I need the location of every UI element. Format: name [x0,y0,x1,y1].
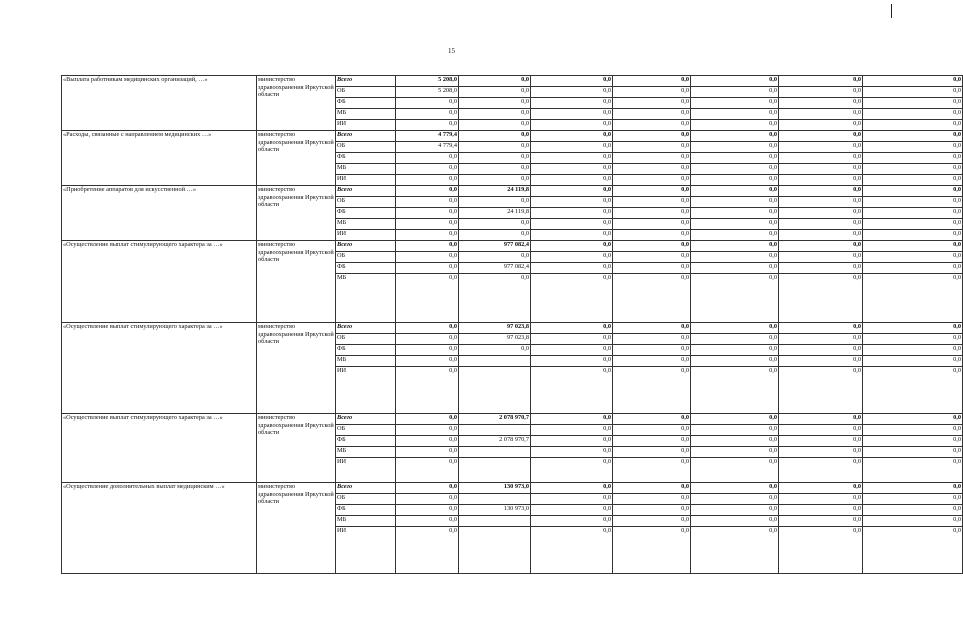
amount-cell: 0,0 [459,153,531,164]
funding-source: ИИ [336,230,396,241]
amount-cell: 0,0 [396,252,459,263]
amount-cell: 0,0 [613,120,691,131]
amount-cell: 0,0 [531,186,613,197]
amount-cell [459,447,531,458]
funding-source: ОБ [336,87,396,98]
amount-cell: 0,0 [779,76,863,87]
amount-cell: 0,0 [779,252,863,263]
funding-source: ИИ [336,527,396,574]
amount-cell: 0,0 [863,447,963,458]
amount-cell: 0,0 [863,458,963,483]
funding-source: ФБ [336,98,396,109]
amount-cell: 0,0 [863,230,963,241]
amount-cell: 0,0 [459,345,531,356]
amount-cell: 0,0 [863,425,963,436]
amount-cell: 0,0 [779,164,863,175]
amount-cell: 0,0 [691,516,779,527]
funding-source: ФБ [336,208,396,219]
amount-cell: 0,0 [531,494,613,505]
amount-cell: 0,0 [531,142,613,153]
amount-cell: 0,0 [396,436,459,447]
funding-source: Всего [336,323,396,334]
measure-description: «Осуществление дополнительных выплат медицинским …» [62,483,257,574]
amount-cell: 0,0 [459,252,531,263]
amount-cell: 0,0 [531,447,613,458]
amount-cell: 0,0 [613,447,691,458]
funding-source: Всего [336,241,396,252]
funding-source: ФБ [336,153,396,164]
amount-cell: 0,0 [459,87,531,98]
amount-cell: 0,0 [459,164,531,175]
amount-cell: 0,0 [396,323,459,334]
amount-cell: 5 208,0 [396,76,459,87]
amount-cell: 0,0 [779,186,863,197]
amount-cell: 0,0 [691,436,779,447]
amount-cell: 0,0 [396,345,459,356]
amount-cell: 0,0 [396,153,459,164]
amount-cell: 0,0 [779,87,863,98]
amount-cell: 0,0 [459,76,531,87]
amount-cell: 0,0 [531,252,613,263]
amount-cell: 0,0 [691,323,779,334]
amount-cell: 0,0 [531,263,613,274]
measure-description: «Приобретение аппаратов для искусственной …» [62,186,257,241]
amount-cell: 0,0 [613,494,691,505]
amount-cell: 0,0 [396,208,459,219]
amount-cell: 0,0 [863,334,963,345]
amount-cell: 0,0 [531,505,613,516]
amount-cell: 0,0 [691,367,779,414]
amount-cell: 2 078 970,7 [459,436,531,447]
amount-cell: 0,0 [396,447,459,458]
funding-source: Всего [336,131,396,142]
amount-cell: 0,0 [863,153,963,164]
amount-cell: 0,0 [691,414,779,425]
amount-cell: 0,0 [396,120,459,131]
responsible-executor: министерство здравоохранения Иркутской области [257,241,336,323]
amount-cell: 0,0 [691,76,779,87]
amount-cell: 0,0 [459,219,531,230]
amount-cell: 5 208,0 [396,87,459,98]
amount-cell: 0,0 [691,505,779,516]
amount-cell: 0,0 [613,263,691,274]
amount-cell: 0,0 [531,230,613,241]
amount-cell: 0,0 [396,458,459,483]
amount-cell: 977 082,4 [459,241,531,252]
funding-source: ИИ [336,458,396,483]
amount-cell: 0,0 [863,356,963,367]
amount-cell: 130 973,0 [459,505,531,516]
amount-cell: 0,0 [863,274,963,323]
table-row [62,76,963,87]
responsible-executor: министерство здравоохранения Иркутской области [257,414,336,483]
amount-cell: 0,0 [396,230,459,241]
amount-cell: 0,0 [531,274,613,323]
amount-cell: 0,0 [779,527,863,574]
amount-cell: 0,0 [779,241,863,252]
amount-cell: 0,0 [531,414,613,425]
amount-cell: 0,0 [459,142,531,153]
amount-cell: 0,0 [863,131,963,142]
amount-cell [459,516,531,527]
amount-cell: 0,0 [691,263,779,274]
amount-cell: 0,0 [779,219,863,230]
amount-cell: 0,0 [779,436,863,447]
funding-source: ОБ [336,252,396,263]
amount-cell: 0,0 [613,323,691,334]
amount-cell: 0,0 [613,109,691,120]
funding-source: МБ [336,356,396,367]
amount-cell: 0,0 [396,494,459,505]
amount-cell: 0,0 [863,483,963,494]
amount-cell: 0,0 [459,131,531,142]
amount-cell: 0,0 [613,425,691,436]
amount-cell: 0,0 [691,142,779,153]
amount-cell: 0,0 [531,425,613,436]
amount-cell: 0,0 [613,153,691,164]
amount-cell: 0,0 [863,516,963,527]
amount-cell: 24 119,8 [459,208,531,219]
amount-cell: 0,0 [531,516,613,527]
amount-cell: 0,0 [613,208,691,219]
amount-cell: 0,0 [863,208,963,219]
responsible-executor: министерство здравоохранения Иркутской области [257,323,336,414]
amount-cell: 0,0 [613,164,691,175]
amount-cell: 0,0 [613,98,691,109]
amount-cell: 0,0 [613,274,691,323]
amount-cell [459,458,531,483]
amount-cell: 0,0 [779,274,863,323]
amount-cell: 0,0 [779,447,863,458]
amount-cell: 0,0 [863,367,963,414]
amount-cell: 0,0 [863,98,963,109]
amount-cell: 0,0 [691,356,779,367]
amount-cell: 0,0 [691,447,779,458]
amount-cell: 0,0 [691,197,779,208]
amount-cell: 0,0 [691,334,779,345]
amount-cell: 0,0 [691,109,779,120]
amount-cell: 0,0 [531,208,613,219]
amount-cell: 0,0 [613,186,691,197]
amount-cell: 0,0 [396,334,459,345]
amount-cell: 0,0 [863,241,963,252]
scan-edge-mark [891,4,892,18]
funding-source: Всего [336,186,396,197]
amount-cell: 0,0 [863,76,963,87]
funding-source: ФБ [336,505,396,516]
amount-cell: 130 973,0 [459,483,531,494]
amount-cell: 0,0 [691,241,779,252]
amount-cell: 0,0 [779,142,863,153]
amount-cell: 0,0 [613,356,691,367]
amount-cell: 0,0 [691,131,779,142]
amount-cell: 0,0 [396,109,459,120]
table-row [62,186,963,197]
amount-cell: 0,0 [691,186,779,197]
funding-source: Всего [336,414,396,425]
amount-cell: 0,0 [613,197,691,208]
table-row [62,483,963,494]
amount-cell: 0,0 [396,175,459,186]
table-row [62,241,963,252]
funding-source: МБ [336,164,396,175]
amount-cell: 0,0 [396,414,459,425]
table-row [62,131,963,142]
amount-cell: 0,0 [531,323,613,334]
amount-cell: 0,0 [863,197,963,208]
amount-cell: 0,0 [779,131,863,142]
amount-cell: 2 078 970,7 [459,414,531,425]
amount-cell: 0,0 [863,164,963,175]
amount-cell: 0,0 [779,494,863,505]
amount-cell: 0,0 [613,87,691,98]
amount-cell: 0,0 [779,505,863,516]
amount-cell: 0,0 [691,164,779,175]
amount-cell: 0,0 [531,76,613,87]
amount-cell: 0,0 [531,109,613,120]
amount-cell: 0,0 [779,516,863,527]
amount-cell: 0,0 [691,252,779,263]
amount-cell: 0,0 [863,494,963,505]
amount-cell: 0,0 [863,414,963,425]
amount-cell: 0,0 [531,197,613,208]
amount-cell: 0,0 [531,241,613,252]
amount-cell: 0,0 [691,219,779,230]
amount-cell: 0,0 [691,120,779,131]
amount-cell: 0,0 [691,494,779,505]
amount-cell: 0,0 [459,98,531,109]
amount-cell [459,527,531,574]
amount-cell: 0,0 [779,230,863,241]
amount-cell: 0,0 [613,76,691,87]
amount-cell: 0,0 [779,483,863,494]
amount-cell: 0,0 [613,345,691,356]
amount-cell: 0,0 [779,425,863,436]
amount-cell: 0,0 [779,153,863,164]
amount-cell: 0,0 [613,241,691,252]
amount-cell: 0,0 [396,263,459,274]
funding-source: ИИ [336,367,396,414]
funding-source: ОБ [336,334,396,345]
amount-cell [459,425,531,436]
amount-cell: 0,0 [613,252,691,263]
amount-cell: 0,0 [459,120,531,131]
responsible-executor: министерство здравоохранения Иркутской области [257,76,336,131]
amount-cell: 0,0 [396,367,459,414]
amount-cell: 0,0 [613,367,691,414]
amount-cell: 0,0 [531,164,613,175]
amount-cell: 0,0 [396,356,459,367]
amount-cell: 4 779,4 [396,131,459,142]
amount-cell: 97 023,8 [459,334,531,345]
amount-cell: 0,0 [863,505,963,516]
amount-cell: 0,0 [531,175,613,186]
responsible-executor: министерство здравоохранения Иркутской области [257,186,336,241]
amount-cell: 0,0 [531,153,613,164]
amount-cell: 0,0 [459,274,531,323]
budget-table [61,75,963,574]
funding-source: МБ [336,219,396,230]
amount-cell: 24 119,8 [459,186,531,197]
amount-cell: 0,0 [613,219,691,230]
amount-cell: 0,0 [691,175,779,186]
funding-source: ОБ [336,142,396,153]
amount-cell: 0,0 [863,219,963,230]
amount-cell: 0,0 [691,87,779,98]
amount-cell: 0,0 [691,458,779,483]
amount-cell: 0,0 [779,263,863,274]
amount-cell: 0,0 [531,87,613,98]
funding-source: Всего [336,483,396,494]
amount-cell: 0,0 [531,345,613,356]
amount-cell: 977 082,4 [459,263,531,274]
amount-cell: 0,0 [459,175,531,186]
amount-cell: 0,0 [613,458,691,483]
amount-cell: 0,0 [691,345,779,356]
amount-cell: 0,0 [613,414,691,425]
amount-cell: 0,0 [613,142,691,153]
measure-description: «Осуществление выплат стимулирующего характера за …» [62,323,257,414]
amount-cell: 0,0 [691,98,779,109]
amount-cell: 0,0 [396,98,459,109]
amount-cell: 0,0 [779,323,863,334]
amount-cell: 0,0 [691,230,779,241]
amount-cell: 0,0 [779,109,863,120]
amount-cell: 0,0 [613,483,691,494]
amount-cell: 0,0 [459,109,531,120]
measure-description: «Осуществление выплат стимулирующего характера за …» [62,414,257,483]
amount-cell: 0,0 [779,345,863,356]
amount-cell: 0,0 [779,356,863,367]
funding-source: МБ [336,447,396,458]
amount-cell: 0,0 [531,356,613,367]
amount-cell: 0,0 [459,230,531,241]
amount-cell: 0,0 [396,274,459,323]
amount-cell: 0,0 [863,345,963,356]
amount-cell: 0,0 [396,186,459,197]
amount-cell: 0,0 [613,175,691,186]
amount-cell: 0,0 [691,425,779,436]
amount-cell: 0,0 [691,153,779,164]
amount-cell: 0,0 [531,458,613,483]
table-row [62,323,963,334]
amount-cell: 0,0 [863,252,963,263]
amount-cell: 0,0 [396,164,459,175]
amount-cell: 0,0 [863,109,963,120]
funding-source: ФБ [336,345,396,356]
amount-cell: 0,0 [779,98,863,109]
funding-source: МБ [336,109,396,120]
amount-cell: 0,0 [459,197,531,208]
amount-cell: 0,0 [531,527,613,574]
amount-cell: 0,0 [613,334,691,345]
amount-cell: 0,0 [531,131,613,142]
funding-source: МБ [336,516,396,527]
amount-cell: 0,0 [613,516,691,527]
amount-cell: 0,0 [613,230,691,241]
amount-cell: 0,0 [863,120,963,131]
amount-cell: 0,0 [863,175,963,186]
amount-cell: 0,0 [691,208,779,219]
funding-source: ИИ [336,120,396,131]
amount-cell: 4 779,4 [396,142,459,153]
amount-cell: 0,0 [863,142,963,153]
measure-description: «Выплата работникам медицинских организаций, …» [62,76,257,131]
amount-cell: 0,0 [779,334,863,345]
amount-cell: 0,0 [779,197,863,208]
amount-cell: 0,0 [396,197,459,208]
responsible-executor: министерство здравоохранения Иркутской области [257,131,336,186]
amount-cell: 0,0 [531,219,613,230]
measure-description: «Осуществление выплат стимулирующего характера за …» [62,241,257,323]
amount-cell: 0,0 [396,516,459,527]
amount-cell: 0,0 [863,186,963,197]
amount-cell [459,367,531,414]
measure-description: «Расходы, связанные с направлением медицинских …» [62,131,257,186]
amount-cell: 0,0 [863,323,963,334]
funding-source: МБ [336,274,396,323]
amount-cell: 0,0 [863,527,963,574]
amount-cell: 0,0 [613,527,691,574]
amount-cell: 0,0 [396,483,459,494]
page-number: 15 [448,47,455,55]
amount-cell [459,356,531,367]
amount-cell: 0,0 [779,208,863,219]
responsible-executor: министерство здравоохранения Иркутской области [257,483,336,574]
amount-cell: 0,0 [531,120,613,131]
amount-cell: 0,0 [613,131,691,142]
table-row [62,414,963,425]
funding-source: ФБ [336,263,396,274]
amount-cell: 0,0 [779,120,863,131]
amount-cell: 0,0 [779,175,863,186]
amount-cell: 0,0 [613,505,691,516]
amount-cell: 0,0 [779,458,863,483]
amount-cell: 0,0 [396,219,459,230]
funding-source: ОБ [336,197,396,208]
funding-source: ФБ [336,436,396,447]
amount-cell: 0,0 [531,483,613,494]
funding-source: ОБ [336,494,396,505]
amount-cell: 0,0 [531,334,613,345]
funding-source: ОБ [336,425,396,436]
amount-cell: 0,0 [396,527,459,574]
amount-cell: 0,0 [396,425,459,436]
amount-cell: 0,0 [691,274,779,323]
amount-cell: 97 023,8 [459,323,531,334]
amount-cell: 0,0 [691,527,779,574]
amount-cell: 0,0 [863,263,963,274]
amount-cell: 0,0 [691,483,779,494]
amount-cell: 0,0 [863,436,963,447]
funding-source: ИИ [336,175,396,186]
amount-cell: 0,0 [531,436,613,447]
amount-cell: 0,0 [613,436,691,447]
amount-cell: 0,0 [779,367,863,414]
funding-source: Всего [336,76,396,87]
amount-cell: 0,0 [779,414,863,425]
amount-cell: 0,0 [863,87,963,98]
amount-cell: 0,0 [531,98,613,109]
amount-cell: 0,0 [396,505,459,516]
amount-cell: 0,0 [396,241,459,252]
amount-cell [459,494,531,505]
amount-cell: 0,0 [531,367,613,414]
